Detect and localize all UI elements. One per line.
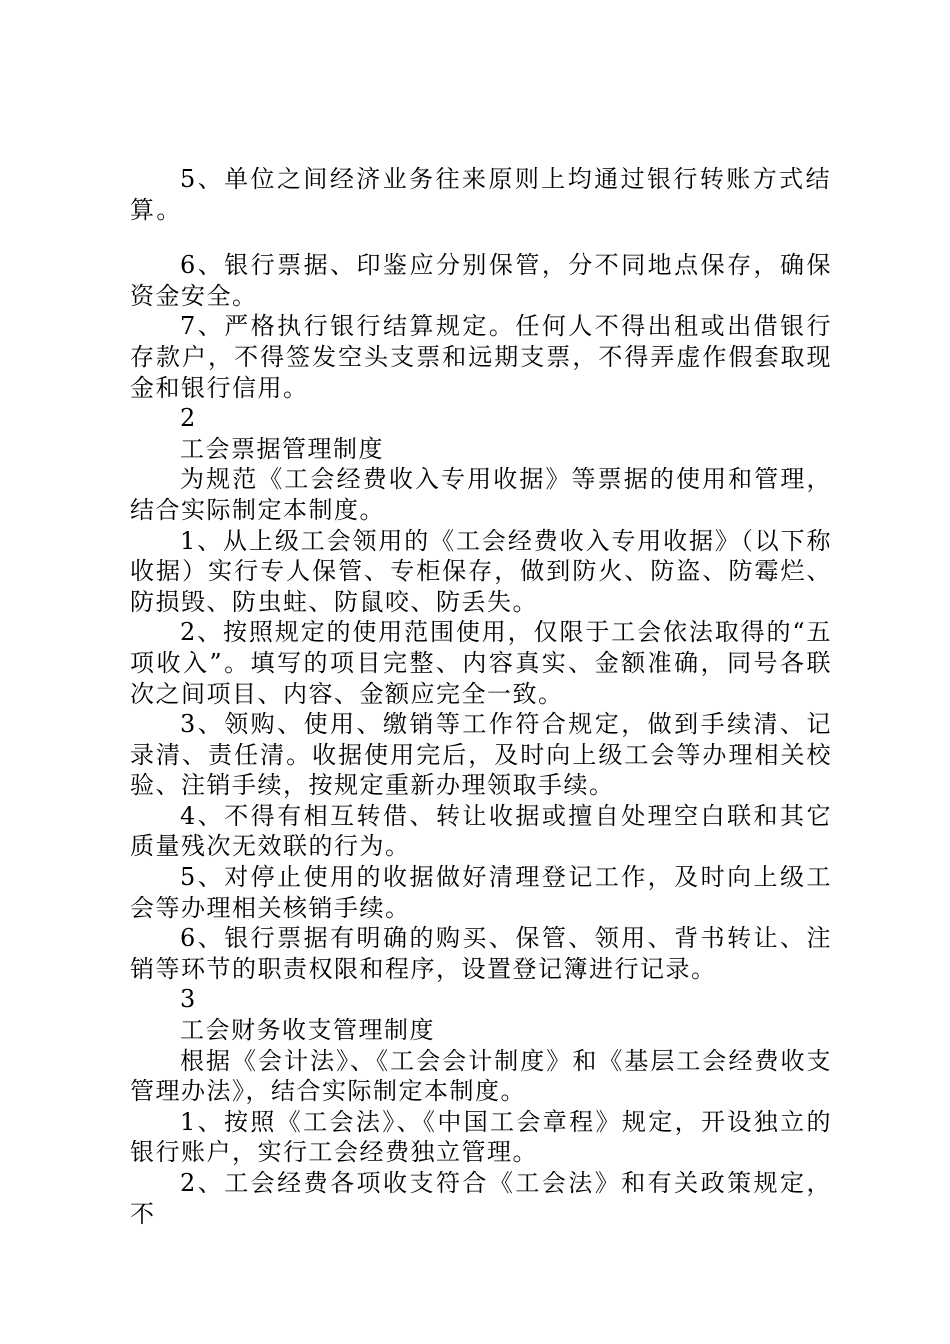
- paragraph-finance-intro: 根据《会计法》、《工会会计制度》和《基层工会经费收支管理办法》，结合实际制定本制度。: [130, 1046, 832, 1106]
- paragraph-receipts-5: 5、对停止使用的收据做好清理登记工作，及时向上级工会等办理相关核销手续。: [130, 863, 832, 922]
- paragraph-seal-custody: 6、银行票据、印鉴应分别保管，分不同地点保存，确保资金安全。: [130, 251, 832, 310]
- section-number-2: 2: [180, 404, 197, 433]
- paragraph-receipts-2: 2、按照规定的使用范围使用，仅限于工会依法取得的“五项收入”。填写的项目完整、内容真实、金额准确，同号各联次之间项目、内容、金额应完全一致。: [130, 618, 832, 708]
- paragraph-receipts-3: 3、领购、使用、缴销等工作符合规定，做到手续清、记录清、责任清。收据使用完后，及时向上级工会等办理相关校验、注销手续，按规定重新办理领取手续。: [130, 710, 832, 800]
- paragraph-receipts-6: 6、银行票据有明确的购买、保管、领用、背书转让、注销等环节的职责权限和程序，设置登记簿进行记录。: [130, 924, 832, 983]
- paragraph-receipts-intro: 为规范《工会经费收入专用收据》等票据的使用和管理，结合实际制定本制度。: [130, 465, 832, 524]
- paragraph-bank-settlement: 7、严格执行银行结算规定。任何人不得出租或出借银行存款户，不得签发空头支票和远期支票，不得弄虚作假套取现金和银行信用。: [130, 312, 832, 402]
- paragraph-receipts-1: 1、从上级工会领用的《工会经费收入专用收据》（以下称收据）实行专人保管、专柜保存，做到防火、防盗、防霉烂、防损毁、防虫蛀、防鼠咬、防丢失。: [130, 526, 832, 616]
- section-number-3: 3: [180, 985, 197, 1014]
- paragraph-finance-2: 2、工会经费各项收支符合《工会法》和有关政策规定，不: [130, 1169, 832, 1228]
- section-title-finance: 工会财务收支管理制度: [180, 1016, 435, 1045]
- paragraph-finance-1: 1、按照《工会法》、《中国工会章程》规定，开设独立的银行账户，实行工会经费独立管理。: [130, 1107, 832, 1167]
- section-title-receipts: 工会票据管理制度: [180, 434, 384, 463]
- paragraph-bank-transfer: 5、单位之间经济业务往来原则上均通过银行转账方式结算。: [130, 165, 832, 224]
- paragraph-receipts-4: 4、不得有相互转借、转让收据或擅自处理空白联和其它质量残次无效联的行为。: [130, 801, 832, 861]
- document-body: [130, 164, 832, 1229]
